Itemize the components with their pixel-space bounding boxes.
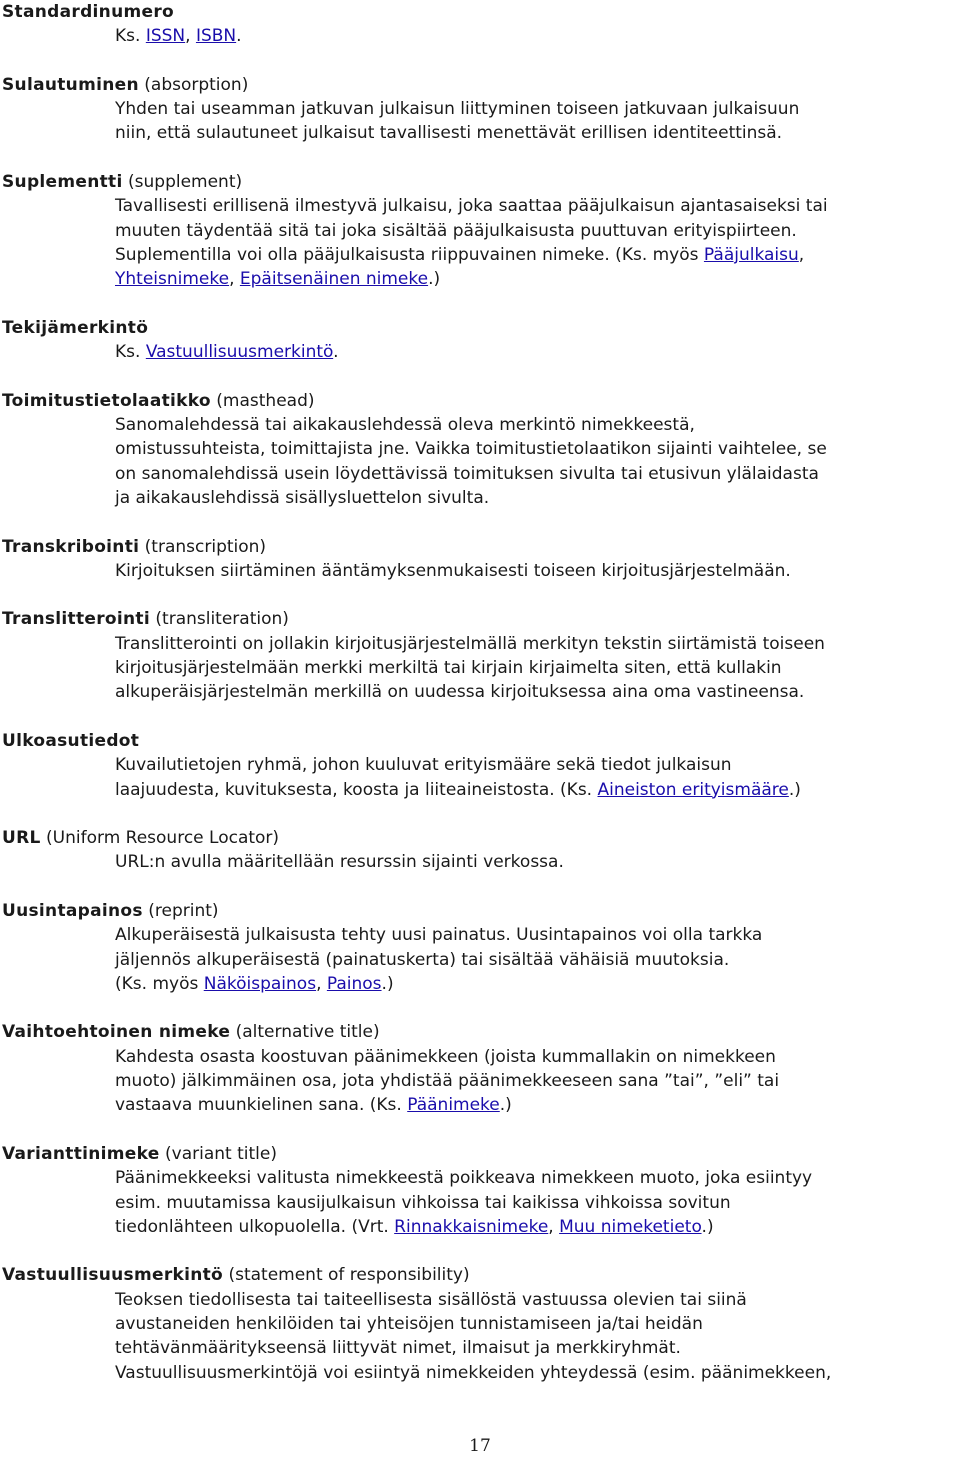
- glossary-entry: [2, 826, 958, 875]
- entry-heading: [2, 1263, 958, 1287]
- definition-text: esim. muutamissa kausijulkaisun vihkoissa tai kaikissa vihkoissa sovitun: [115, 1192, 731, 1213]
- entry-english-term: (alternative title): [230, 1022, 380, 1043]
- entry-heading: [2, 607, 958, 631]
- definition-line: [115, 753, 958, 777]
- entry-spacer: [2, 1118, 958, 1142]
- definition-text: avustaneiden henkilöiden tai yhteisöjen tunnistamiseen ja/tai heidän: [115, 1314, 703, 1335]
- glossary-entry: [2, 170, 958, 291]
- definition-text: .: [333, 342, 339, 363]
- definition-text: Kahdesta osasta koostuvan päänimekkeen (joista kummallakin on nimekkeen: [115, 1046, 776, 1067]
- glossary-entry: [2, 316, 958, 365]
- definition-text: niin, että sulautuneet julkaisut tavallisesti menettävät erillisen identiteettinsä.: [115, 123, 783, 144]
- definition-text: ,: [185, 26, 196, 47]
- definition-line: [115, 1288, 958, 1312]
- cross-reference-link[interactable]: Yhteisnimeke: [115, 269, 230, 290]
- entry-heading: [2, 170, 958, 194]
- entry-term: Translitterointi: [2, 609, 150, 630]
- entry-definition: [115, 24, 958, 48]
- definition-text: ja aikakauslehdissä sisällysluettelon sivulta.: [115, 487, 490, 508]
- definition-text: alkuperäisjärjestelmän merkillä on uudessa kirjoituksessa aina oma vastineensa.: [115, 682, 805, 703]
- definition-line: [115, 1215, 958, 1239]
- definition-line: [115, 413, 958, 437]
- entry-spacer: [2, 583, 958, 607]
- definition-text: jäljennös alkuperäisestä (painatuskerta) tai sisältää vähäisiä muutoksia.: [115, 949, 730, 970]
- cross-reference-link[interactable]: Muu nimeketieto: [559, 1216, 702, 1237]
- definition-text: Sanomalehdessä tai aikakauslehdessä oleva merkintö nimekkeestä,: [115, 415, 695, 436]
- entry-term: Varianttinimeke: [2, 1143, 160, 1164]
- glossary-entry: [2, 1142, 958, 1239]
- definition-line: [115, 1093, 958, 1117]
- definition-text: omistussuhteista, toimittajista jne. Vaikka toimitustietolaatikon sijainti vaihtelee, se: [115, 439, 827, 460]
- cross-reference-link[interactable]: Aineiston erityismääre: [597, 779, 789, 800]
- definition-text: tehtävänmääritykseensä liittyvät nimet, ilmaisut ja merkkiryhmät.: [115, 1338, 681, 1359]
- definition-text: ,: [548, 1216, 560, 1237]
- definition-line: [115, 656, 958, 680]
- definition-line: [115, 486, 958, 510]
- definition-text: Suplementilla voi olla pääjulkaisusta riippuvainen nimeke. (Ks. myös: [115, 244, 704, 265]
- definition-text: .): [499, 1095, 512, 1116]
- cross-reference-link[interactable]: Epäitsenäinen nimeke: [239, 269, 429, 290]
- cross-reference-link[interactable]: Pääjulkaisu: [703, 244, 799, 265]
- entry-english-term: (absorption): [138, 74, 249, 95]
- entry-heading: [2, 729, 958, 753]
- definition-line: [115, 194, 958, 218]
- glossary-entry: [2, 607, 958, 704]
- entry-term: Uusintapainos: [2, 900, 143, 921]
- definition-line: [115, 559, 958, 583]
- definition-line: [115, 1312, 958, 1336]
- cross-reference-link[interactable]: Painos: [326, 973, 382, 994]
- entry-spacer: [2, 146, 958, 170]
- definition-line: [115, 243, 958, 267]
- definition-text: .): [428, 269, 441, 290]
- definition-line: [115, 850, 958, 874]
- cross-reference-link[interactable]: ISBN: [195, 26, 237, 47]
- entry-heading: [2, 1020, 958, 1044]
- entry-spacer: [2, 705, 958, 729]
- definition-line: [115, 24, 958, 48]
- definition-line: [115, 632, 958, 656]
- entry-definition: [115, 1288, 958, 1385]
- entry-spacer: [2, 802, 958, 826]
- entry-definition: [115, 923, 958, 996]
- definition-line: [115, 1166, 958, 1190]
- entry-english-term: (supplement): [122, 172, 243, 193]
- definition-text: ,: [229, 269, 240, 290]
- definition-text: Kirjoituksen siirtäminen ääntämyksenmukaisesti toiseen kirjoitusjärjestelmään.: [115, 560, 791, 581]
- entry-spacer: [2, 364, 958, 388]
- definition-line: [115, 1191, 958, 1215]
- entry-english-term: (transcription): [139, 536, 267, 557]
- definition-text: Teoksen tiedollisesta tai taiteellisesta sisällöstä vastuussa olevien tai siinä: [115, 1289, 747, 1310]
- glossary-entry: [2, 73, 958, 146]
- entry-heading: [2, 316, 958, 340]
- definition-text: Ks.: [115, 26, 146, 47]
- entry-english-term: (masthead): [210, 390, 315, 411]
- entry-term: Tekijämerkintö: [2, 317, 149, 338]
- entry-term: Ulkoasutiedot: [2, 730, 140, 751]
- entry-definition: [115, 753, 958, 802]
- entry-spacer: [2, 292, 958, 316]
- entry-english-term: (reprint): [142, 900, 219, 921]
- entry-heading: [2, 389, 958, 413]
- entry-definition: [115, 632, 958, 705]
- entry-english-term: (Uniform Resource Locator): [40, 828, 280, 849]
- definition-text: .: [236, 26, 242, 47]
- entry-definition: [115, 559, 958, 583]
- glossary-entry: [2, 1263, 958, 1384]
- entry-heading: [2, 535, 958, 559]
- glossary-entry: [2, 389, 958, 510]
- glossary-entry: [2, 535, 958, 584]
- definition-line: [115, 778, 958, 802]
- definition-line: [115, 462, 958, 486]
- definition-text: muoto) jälkimmäinen osa, jota yhdistää päänimekkeeseen sana ”tai”, ”eli” tai: [115, 1071, 780, 1092]
- cross-reference-link[interactable]: ISSN: [145, 26, 186, 47]
- definition-line: [115, 1045, 958, 1069]
- definition-line: [115, 437, 958, 461]
- glossary-entry: [2, 1020, 958, 1117]
- definition-text: Alkuperäisestä julkaisusta tehty uusi painatus. Uusintapainos voi olla tarkka: [115, 925, 763, 946]
- definition-line: [115, 1336, 958, 1360]
- definition-text: tiedonlähteen ulkopuolella. (Vrt.: [115, 1216, 395, 1237]
- entry-definition: [115, 1045, 958, 1118]
- glossary-entry: [2, 899, 958, 996]
- definition-line: [115, 97, 958, 121]
- entry-definition: [115, 850, 958, 874]
- entry-spacer: [2, 996, 958, 1020]
- entry-term: Vastuullisuusmerkintö: [2, 1265, 224, 1286]
- entry-heading: [2, 1142, 958, 1166]
- definition-text: .): [381, 973, 394, 994]
- definition-text: Päänimekkeeksi valitusta nimekkeestä poikkeava nimekkeen muoto, joka esiintyy: [115, 1168, 813, 1189]
- entry-spacer: [2, 49, 958, 73]
- definition-text: Tavallisesti erillisenä ilmestyvä julkaisu, joka saattaa pääjulkaisun ajantasaiseksi tai: [115, 196, 828, 217]
- definition-line: [115, 923, 958, 947]
- definition-text: Translitterointi on jollakin kirjoitusjärjestelmällä merkityn tekstin siirtämistä toiseen: [115, 633, 825, 654]
- definition-text: (Ks. myös: [115, 973, 204, 994]
- entry-definition: [115, 194, 958, 291]
- entry-term: URL: [2, 828, 41, 849]
- definition-text: Ks.: [115, 342, 146, 363]
- cross-reference-link[interactable]: Rinnakkaisnimeke: [394, 1216, 549, 1237]
- definition-line: [115, 267, 958, 291]
- entry-english-term: (transliteration): [150, 609, 289, 630]
- definition-text: vastaava muunkielinen sana. (Ks.: [115, 1095, 408, 1116]
- glossary-body: [2, 0, 958, 1385]
- glossary-entry: [2, 0, 958, 49]
- definition-line: [115, 1069, 958, 1093]
- definition-line: [115, 340, 958, 364]
- entry-term: Toimitustietolaatikko: [2, 390, 211, 411]
- definition-text: .): [788, 779, 801, 800]
- entry-heading: [2, 826, 958, 850]
- cross-reference-link[interactable]: Näköispainos: [203, 973, 317, 994]
- entry-spacer: [2, 875, 958, 899]
- definition-text: Yhden tai useamman jatkuvan julkaisun liittyminen toiseen jatkuvaan julkaisuun: [115, 99, 800, 120]
- entry-english-term: (statement of responsibility): [223, 1265, 470, 1286]
- cross-reference-link[interactable]: Päänimeke: [407, 1095, 500, 1116]
- definition-text: ,: [316, 973, 327, 994]
- entry-term: Transkribointi: [2, 536, 140, 557]
- definition-line: [115, 121, 958, 145]
- entry-term: Suplementti: [2, 172, 123, 193]
- definition-text: laajuudesta, kuvituksesta, koosta ja liiteaineistosta. (Ks.: [115, 779, 598, 800]
- entry-heading: [2, 899, 958, 923]
- glossary-entry: [2, 729, 958, 802]
- definition-text: muuten täydentää sitä tai joka sisältää pääjulkaisusta puuttuvan erityispiirteen.: [115, 220, 797, 241]
- entry-term: Vaihtoehtoinen nimeke: [2, 1022, 231, 1043]
- entry-term: Standardinumero: [2, 2, 174, 22]
- definition-line: [115, 680, 958, 704]
- entry-spacer: [2, 1239, 958, 1263]
- entry-definition: [115, 413, 958, 510]
- entry-heading: [2, 73, 958, 97]
- definition-text: kirjoitusjärjestelmään merkki merkiltä tai kirjain kirjaimelta siten, että kullakin: [115, 658, 782, 679]
- definition-line: [115, 972, 958, 996]
- definition-text: Vastuullisuusmerkintöjä voi esiintyä nimekkeiden yhteydessä (esim. päänimekkeen,: [115, 1362, 832, 1383]
- definition-line: [115, 1361, 958, 1385]
- cross-reference-link[interactable]: Vastuullisuusmerkintö: [145, 342, 334, 363]
- entry-english-term: (variant title): [159, 1143, 277, 1164]
- entry-spacer: [2, 510, 958, 534]
- definition-text: .): [701, 1216, 714, 1237]
- page-number: 17: [469, 1436, 491, 1456]
- definition-text: ,: [798, 244, 805, 265]
- definition-line: [115, 219, 958, 243]
- definition-text: Kuvailutietojen ryhmä, johon kuuluvat erityismääre sekä tiedot julkaisun: [115, 755, 732, 776]
- definition-text: on sanomalehdissä usein löydettävissä toimituksen sivulta tai etusivun ylälaidasta: [115, 463, 819, 484]
- entry-term: Sulautuminen: [2, 74, 139, 95]
- entry-definition: [115, 97, 958, 146]
- definition-line: [115, 948, 958, 972]
- entry-heading: [2, 0, 958, 24]
- definition-text: URL:n avulla määritellään resurssin sijainti verkossa.: [115, 852, 564, 873]
- entry-definition: [115, 1166, 958, 1239]
- entry-definition: [115, 340, 958, 364]
